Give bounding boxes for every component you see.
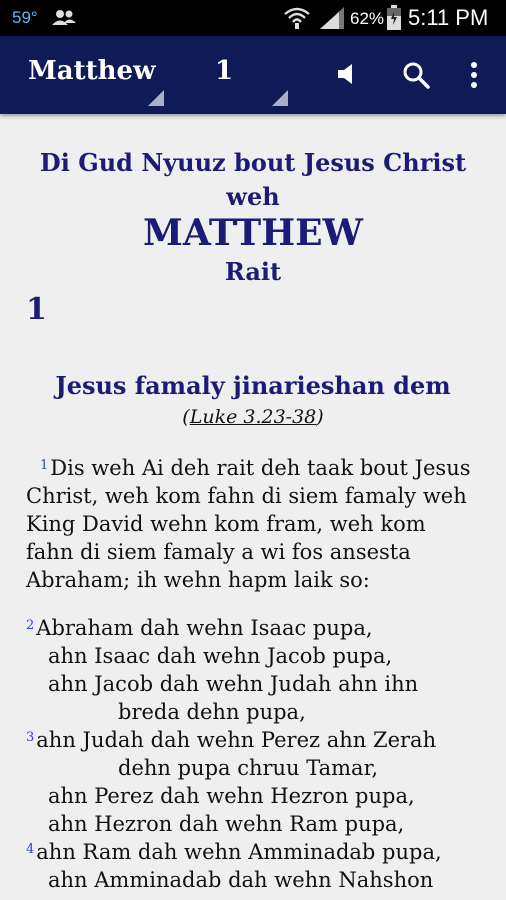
genealogy-poetry	[26, 614, 496, 894]
poetry-line: ahn Jacob dah wehn Judah ahn ihn	[48, 672, 419, 696]
chapter-dropdown-indicator-icon	[272, 90, 288, 106]
verse-number: 1	[40, 458, 49, 473]
speaker-icon[interactable]	[338, 63, 358, 89]
verse-line: Christ, weh kom fahn di siem famaly weh	[26, 484, 467, 508]
clock-text: 5:11 PM	[408, 5, 489, 30]
status-bar	[0, 0, 506, 36]
signal-icon	[320, 7, 344, 34]
notification-people-icon	[52, 9, 76, 25]
poetry-line: ahn Hezron dah wehn Ram pupa,	[48, 812, 405, 836]
verse-number: 3	[26, 730, 35, 745]
poetry-line: ahn Amminadab dah wehn Nahshon	[48, 868, 434, 892]
verse-line: King David wehn kom fram, weh kom	[26, 512, 426, 536]
book-title-line1: Di Gud Nyuuz bout Jesus Christ	[39, 148, 467, 177]
poetry-line: $^3$ahn Judah dah wehn Perez ahn Zerah	[26, 728, 437, 752]
cross-reference-link[interactable]: Luke 3.23-38	[189, 406, 317, 428]
app-toolbar	[0, 36, 506, 114]
chapter-number: 1	[26, 292, 47, 327]
book-title-main: MATTHEW	[143, 212, 363, 254]
chapter-selector[interactable]: 1	[215, 56, 234, 86]
verse-paragraph	[26, 454, 486, 594]
battery-percent: 62%	[350, 9, 385, 28]
verse-number: 2	[26, 618, 35, 633]
verse-line: $^1$Dis weh Ai deh rait deh taak bout Jesus	[40, 456, 471, 480]
poetry-line: breda dehn pupa,	[118, 700, 306, 724]
battery-icon	[386, 5, 402, 36]
verse-number: 4	[26, 842, 35, 857]
search-icon[interactable]	[402, 61, 430, 93]
section-heading: Jesus famaly jinarieshan dem	[55, 371, 451, 400]
verse-line: fahn di siem famaly a wi fos ansesta	[26, 540, 411, 564]
poetry-line: ahn Perez dah wehn Hezron pupa,	[48, 784, 415, 808]
verse-line: Abraham; ih wehn hapm laik so:	[26, 568, 370, 592]
poetry-line: $^4$ahn Ram dah wehn Amminadab pupa,	[26, 840, 442, 864]
poetry-line: $^2$Abraham dah wehn Isaac pupa,	[26, 616, 373, 640]
wifi-icon	[284, 6, 310, 35]
poetry-line: dehn pupa chruu Tamar,	[118, 756, 378, 780]
temperature-text: 59°	[12, 8, 38, 27]
book-title-line2: weh	[226, 182, 280, 211]
poetry-line: ahn Isaac dah wehn Jacob pupa,	[48, 644, 393, 668]
book-selector[interactable]: Matthew	[28, 56, 156, 86]
scripture-content[interactable]	[0, 114, 506, 900]
book-title-line4: Rait	[224, 257, 282, 286]
more-vert-icon[interactable]	[470, 61, 478, 93]
book-dropdown-indicator-icon	[148, 90, 164, 106]
cross-reference: (Luke 3.23-38)	[182, 406, 324, 428]
